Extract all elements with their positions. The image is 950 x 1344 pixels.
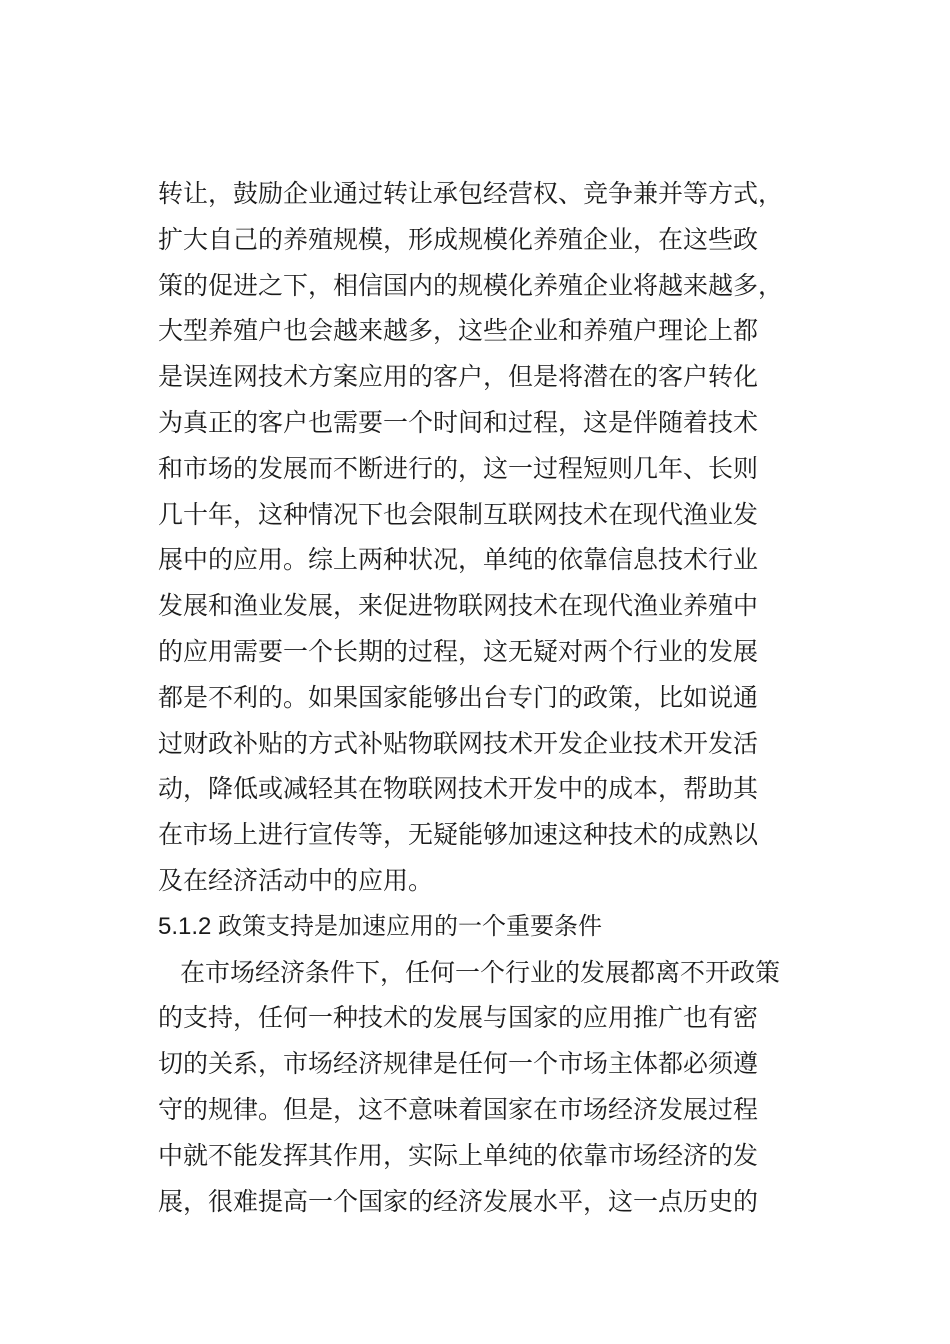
text-line: 的支持，任何一种技术的发展与国家的应用推广也有密 [158, 1003, 759, 1033]
paragraph-1 [158, 171, 808, 904]
text-line: 发展和渔业发展，来促进物联网技术在现代渔业养殖中 [158, 591, 759, 621]
text-line: 及在经济活动中的应用。 [158, 865, 434, 895]
text-line: 守的规律。但是，这不意味着国家在市场经济发展过程 [158, 1094, 759, 1124]
section-heading: 5.1.2 政策支持是加速应用的一个重要条件 [158, 912, 603, 940]
text-line: 都是不利的。如果国家能够出台专门的政策，比如说通 [158, 682, 759, 712]
text-line: 动，降低或减轻其在物联网技术开发中的成本，帮助其 [158, 774, 759, 804]
text-line: 的应用需要一个长期的过程，这无疑对两个行业的发展 [158, 636, 759, 666]
text-line: 在市场上进行宣传等，无疑能够加速这种技术的成熟以 [158, 820, 759, 850]
text-line: 切的关系，市场经济规律是任何一个市场主体都必须遵 [158, 1049, 759, 1079]
text-line: 展中的应用。综上两种状况，单纯的依靠信息技术行业 [158, 545, 759, 575]
text-line: 转让，鼓励企业通过转让承包经营权、竞争兼并等方式， [158, 179, 784, 208]
text-line: 大型养殖户也会越来越多，这些企业和养殖户理论上都 [158, 316, 759, 346]
text-line: 扩大自己的养殖规模，形成规模化养殖企业，在这些政 [158, 224, 759, 254]
document-body [158, 171, 808, 1224]
text-line: 和市场的发展而不断进行的，这一过程短则几年、长则 [158, 453, 759, 483]
text-line: 几十年，这种情况下也会限制互联网技术在现代渔业发 [158, 499, 759, 529]
text-line: 在市场经济条件下，任何一个行业的发展都离不开政策 [180, 957, 781, 987]
text-line: 策的促进之下，相信国内的规模化养殖企业将越来越多， [158, 270, 784, 300]
text-line: 为真正的客户也需要一个时间和过程，这是伴随着技术 [158, 407, 759, 437]
text-line: 过财政补贴的方式补贴物联网技术开发企业技术开发活 [158, 728, 759, 758]
text-line: 是误连网技术方案应用的客户，但是将潜在的客户转化 [158, 362, 759, 392]
text-line: 中就不能发挥其作用，实际上单纯的依靠市场经济的发 [158, 1140, 759, 1170]
text-line: 展，很难提高一个国家的经济发展水平，这一点历史的 [158, 1186, 759, 1216]
paragraph-2 [158, 950, 808, 1225]
